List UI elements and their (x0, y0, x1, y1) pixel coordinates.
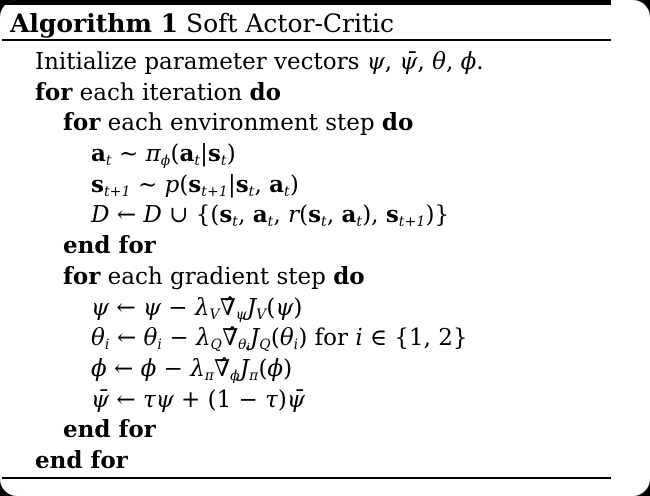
algorithm-segment: , (273, 202, 289, 229)
algorithm-segment: − (161, 294, 195, 321)
algorithm-segment: ψ (142, 294, 161, 321)
algorithm-segment: ∇̂ (222, 325, 239, 352)
algorithm-segment: ∼ (130, 171, 165, 198)
algorithm-line (2, 446, 611, 477)
algorithm-segment: ψ (275, 294, 294, 321)
algorithm-line (2, 108, 611, 139)
algorithm-box (2, 0, 611, 479)
algorithm-segment: t (267, 214, 274, 231)
algorithm-segment: τ (142, 386, 156, 413)
algorithm-segment: ), (362, 202, 386, 229)
algorithm-segment: for (35, 78, 73, 106)
algorithm-segment: ψ (91, 294, 110, 321)
algorithm-line (2, 200, 611, 231)
algorithm-segment: Q (259, 337, 271, 354)
algorithm-segment: i (104, 337, 110, 354)
algorithm-segment: , (238, 202, 253, 229)
algorithm-segment: )} (425, 202, 450, 229)
algorithm-segment: ψ̄ (399, 49, 418, 75)
algorithm-segment: a (269, 170, 285, 198)
algorithm-segment: ) (289, 171, 299, 198)
algorithm-segment: ← (109, 202, 144, 229)
algorithm-segment: t+1 (398, 214, 426, 231)
algorithm-segment: λ (194, 294, 210, 321)
algorithm-segment: | (227, 171, 236, 198)
algorithm-segment: J (250, 325, 260, 352)
algorithm-segment: do (333, 262, 365, 290)
algorithm-segment: s (207, 140, 221, 168)
algorithm-segment: Q (210, 337, 223, 354)
algorithm-segment: ∈ {1, 2} (362, 325, 468, 352)
algorithm-segment: t (232, 214, 239, 231)
algorithm-segment: ( (170, 141, 180, 168)
algorithm-segment: , (445, 49, 461, 75)
algorithm-segment: s (91, 170, 104, 198)
algorithm-segment: , (417, 49, 433, 75)
algorithm-segment: t (220, 152, 227, 169)
algorithm-segment: V (256, 306, 267, 323)
algorithm-segment: for (63, 109, 101, 137)
algorithm-segment: s (385, 201, 399, 229)
algorithm-segment: a (341, 201, 357, 229)
algorithm-line (2, 385, 611, 416)
algorithm-segment: s (188, 170, 202, 198)
algorithm-segment: for (63, 262, 101, 290)
algorithm-segment: π (249, 367, 259, 384)
algorithm-line (2, 415, 611, 446)
algorithm-title (2, 5, 611, 39)
algorithm-segment: + (1 − (173, 386, 266, 413)
algorithm-segment: t (194, 152, 201, 169)
algorithm-name: Soft Actor-Critic (178, 9, 395, 38)
algorithm-segment: − (156, 355, 191, 382)
algorithm-segment: ψ̄ (286, 386, 305, 413)
algorithm-segment: λ (190, 355, 205, 382)
algorithm-segment: τ (265, 386, 278, 413)
algorithm-segment: ← (109, 325, 144, 352)
algorithm-segment: , (254, 171, 270, 198)
algorithm-segment: ϕ (267, 355, 284, 382)
algorithm-segment: t+1 (103, 183, 131, 200)
algorithm-segment: λ (195, 325, 211, 352)
algorithm-segment: each gradient step (100, 263, 334, 290)
algorithm-segment: r (288, 202, 300, 229)
algorithm-segment: − (162, 325, 196, 352)
algorithm-segment: i (293, 337, 299, 354)
algorithm-segment: do (381, 109, 414, 137)
algorithm-segment: ∪ {( (161, 202, 220, 229)
algorithm-segment: i (355, 325, 363, 352)
algorithm-segment: t (356, 214, 363, 231)
algorithm-segment: ) (293, 294, 303, 321)
algorithm-line (2, 354, 611, 385)
algorithm-segment: ϕ (160, 152, 171, 169)
algorithm-bottom-rule (2, 477, 611, 479)
algorithm-segment: J (239, 355, 250, 382)
algorithm-segment: θ (143, 325, 158, 352)
algorithm-segment: θ (432, 49, 446, 75)
algorithm-segment: ψ (155, 386, 174, 413)
algorithm-line (2, 262, 611, 293)
algorithm-segment: ( (179, 171, 189, 198)
algorithm-segment: ( (270, 325, 280, 352)
algorithm-segment: ) (277, 386, 287, 413)
algorithm-segment: t (321, 214, 327, 231)
algorithm-segment: D (91, 202, 110, 229)
algorithm-segment: s (219, 201, 233, 229)
algorithm-segment: a (91, 140, 106, 168)
algorithm-segment: π (204, 367, 215, 384)
algorithm-segment: D (143, 202, 162, 229)
algorithm-segment: do (249, 78, 281, 106)
algorithm-segment: , (384, 49, 400, 75)
algorithm-line (2, 170, 611, 201)
algorithm-segment: s (308, 201, 322, 229)
algorithm-body (2, 41, 611, 477)
algorithm-segment: ) (283, 355, 293, 382)
algorithm-segment: s (235, 170, 249, 198)
algorithm-segment: ∇̂ (219, 294, 236, 321)
algorithm-segment: V (209, 306, 220, 323)
algorithm-segment: end for (63, 232, 156, 260)
algorithm-line (2, 139, 611, 170)
algorithm-segment: , (326, 202, 342, 229)
algorithm-segment: | (200, 141, 208, 168)
algorithm-segment: ( (266, 294, 276, 321)
algorithm-segment: ) for (298, 325, 356, 352)
algorithm-segment: ϕ (91, 355, 107, 382)
algorithm-segment: each environment step (100, 110, 382, 137)
algorithm-segment: ( (299, 202, 309, 229)
algorithm-segment: θ (279, 325, 294, 352)
algorithm-segment: ∼ (111, 141, 146, 168)
algorithm-segment: ∇̂ (214, 355, 231, 382)
algorithm-segment: each iteration (72, 79, 250, 106)
algorithm-segment: p (164, 171, 180, 198)
algorithm-line (2, 231, 611, 262)
algorithm-segment: end for (35, 446, 128, 474)
algorithm-segment: ψ (366, 49, 385, 75)
algorithm-line (2, 78, 611, 109)
algorithm-segment: a (252, 201, 268, 229)
algorithm-segment: ψ (235, 306, 247, 323)
algorithm-segment: end for (63, 416, 156, 444)
algorithm-segment: i (157, 337, 163, 354)
algorithm-segment: θ (91, 325, 105, 352)
algorithm-segment: t+1 (201, 183, 228, 200)
algorithm-segment: θ (238, 337, 247, 354)
algorithm-segment: a (179, 140, 195, 168)
algorithm-line (2, 47, 611, 78)
algorithm-segment: ϕ (140, 355, 157, 382)
algorithm-line (2, 293, 611, 324)
algorithm-segment: t (248, 183, 255, 200)
algorithm-segment: . (476, 49, 484, 75)
algorithm-segment: ( (258, 355, 268, 382)
algorithm-line (2, 323, 611, 354)
algorithm-segment: ) (226, 141, 236, 168)
algorithm-segment: t (105, 152, 112, 169)
algorithm-segment: J (246, 294, 257, 321)
algorithm-segment: π (145, 141, 161, 168)
algorithm-segment: ψ̄ (91, 386, 110, 413)
algorithm-segment: ← (109, 386, 143, 413)
algorithm-segment: i (246, 342, 250, 354)
algorithm-segment: t (284, 183, 290, 200)
algorithm-segment: ϕ (460, 49, 477, 75)
algorithm-segment: ← (109, 294, 143, 321)
algorithm-label: Algorithm 1 (10, 9, 178, 38)
algorithm-segment: Initialize parameter vectors (35, 49, 367, 75)
algorithm-segment: ← (106, 355, 141, 382)
algorithm-segment: ϕ (230, 367, 240, 384)
